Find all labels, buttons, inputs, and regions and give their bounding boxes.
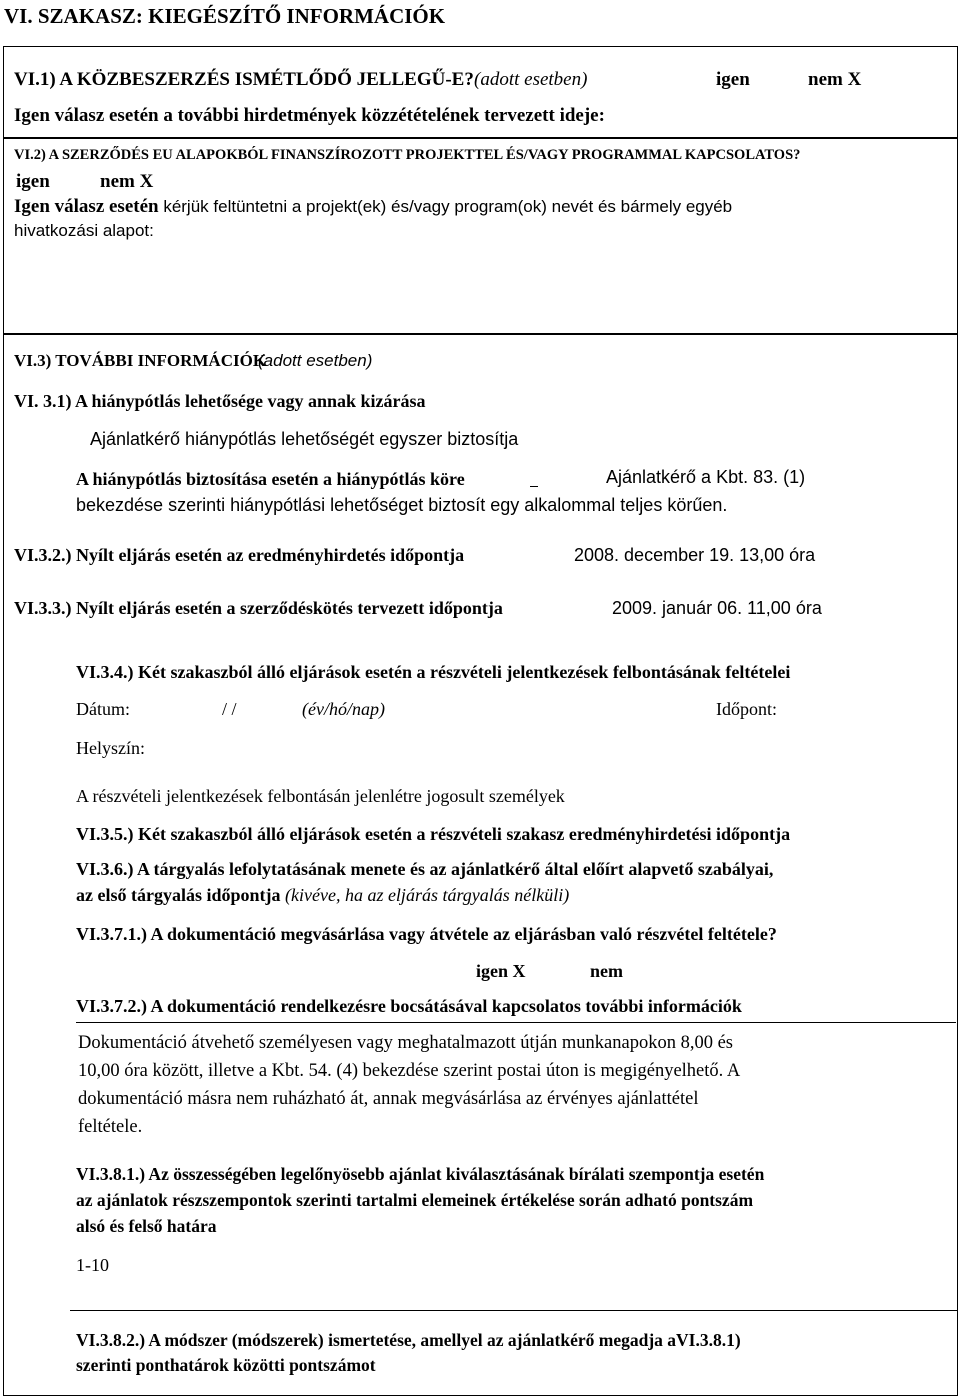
vi2-igen: igen xyxy=(16,171,50,192)
vi36-label2-bold: az első tárgyalás időpontja xyxy=(76,885,281,905)
vi372-label: VI.3.7.2.) A dokumentáció rendelkezésre bocsátásával kapcsolatos további információk xyxy=(76,996,742,1016)
vi372-text-line1: Dokumentáció átvehető személyesen vagy meghatalmazott útján munkanapokon 8,00 és xyxy=(78,1033,734,1053)
vi2-nem: nem X xyxy=(100,171,154,192)
vi2-question-rest: kérjük feltüntetni a projekt(ek) és/vagy program(ok) nevét és bármely egyéb xyxy=(158,197,733,216)
vi381-label-line1: VI.3.8.1.) Az összességében legelőnyösebb ajánlat kiválasztásának bírálati szempontja esetén xyxy=(76,1164,765,1184)
vi34-helyszin: Helyszín: xyxy=(76,738,145,758)
vi33-value: 2009. január 06. 11,00 óra xyxy=(612,598,822,618)
vi32-label: VI.3.2.) Nyílt eljárás esetén az eredményhirdetés időpontja xyxy=(14,545,465,565)
vi31-sub-label: A hiánypótlás biztosítása esetén a hiánypótlás köre xyxy=(76,469,465,489)
vi1-igen: igen xyxy=(716,69,750,90)
vi31-sub-underline xyxy=(530,486,538,487)
vi31-value: Ajánlatkérő hiánypótlás lehetőségét egyszer biztosítja xyxy=(90,429,519,449)
vi372-text-line2: 10,00 óra között, illetve a Kbt. 54. (4) bekezdése szerint postai úton is megigényelhető. A xyxy=(78,1061,741,1081)
vi36-label-line1: VI.3.6.) A tárgyalás lefolytatásának menete és az ajánlatkérő által előírt alapvető szabályai, xyxy=(76,859,774,879)
vi38-divider xyxy=(70,1310,958,1311)
vi34-persons: A részvételi jelentkezések felbontásán jelenlétre jogosult személyek xyxy=(76,786,565,806)
vi34-format: (év/hó/nap) xyxy=(302,699,385,719)
vi32-value: 2008. december 19. 13,00 óra xyxy=(574,545,816,565)
vi1-label: VI.1) A KÖZBESZERZÉS ISMÉTLŐDŐ JELLEGŰ-E? xyxy=(14,69,474,90)
vi381-label-line3: alsó és felső határa xyxy=(76,1216,217,1236)
vi35-label: VI.3.5.) Két szakaszból álló eljárások esetén a részvételi szakasz eredményhirdetési időpontja xyxy=(76,824,791,844)
vi371-label: VI.3.7.1.) A dokumentáció megvásárlása vagy átvétele az eljárásban való részvétel feltétele? xyxy=(76,924,777,944)
vi371-igen: igen X xyxy=(476,961,526,981)
vi2-question-line2: hivatkozási alapot: xyxy=(14,221,154,240)
vi33-label: VI.3.3.) Nyílt eljárás esetén a szerződéskötés tervezett időpontja xyxy=(14,598,503,618)
vi34-label: VI.3.4.) Két szakaszból álló eljárások esetén a részvételi jelentkezések felbontásának feltételei xyxy=(76,662,791,682)
vi2-question-bold: Igen válasz esetén xyxy=(14,196,159,217)
vi381-label-line2: az ajánlatok részszempontok szerinti tartalmi elemeinek értékelése során adható pontszám xyxy=(76,1190,754,1210)
vi372-text-line4: feltétele. xyxy=(78,1117,143,1137)
vi34-datum: Dátum: xyxy=(76,699,130,719)
vi381-value: 1-10 xyxy=(76,1255,109,1275)
vi382-label-line1: VI.3.8.2.) A módszer (módszerek) ismertetése, amellyel az ajánlatkérő megadja aVI.3.8.1) xyxy=(76,1330,741,1350)
vi2-question-line1 xyxy=(14,197,732,216)
vi34-idopont: Időpont: xyxy=(716,699,777,719)
vi31-sub-value-line2: bekezdése szerinti hiánypótlási lehetőséget biztosít egy alkalommal teljes körűen. xyxy=(76,495,728,515)
vi1-nem: nem X xyxy=(808,69,862,90)
vi1-note: (adott esetben) xyxy=(474,69,588,90)
vi382-label-line2: szerinti ponthatárok közötti pontszámot xyxy=(76,1355,376,1375)
vi36-label-line2 xyxy=(76,886,569,904)
vi372-text-line3: dokumentáció másra nem ruházható át, annak megvásárlása az érvényes ajánlattétel xyxy=(78,1089,699,1109)
vi34-slashes: / / xyxy=(222,699,237,719)
section-title: VI. SZAKASZ: KIEGÉSZÍTŐ INFORMÁCIÓK xyxy=(4,4,446,28)
vi3-note: (adott esetben) xyxy=(258,351,373,370)
vi1-question: Igen válasz esetén a további hirdetmények közzétételének tervezett ideje: xyxy=(14,105,605,126)
vi3-label: VI.3) TOVÁBBI INFORMÁCIÓK xyxy=(14,351,267,370)
vi36-note: (kivéve, ha az eljárás tárgyalás nélküli) xyxy=(285,885,570,905)
vi2-label: VI.2) A SZERZŐDÉS EU ALAPOKBÓL FINANSZÍROZOTT PROJEKTTEL ÉS/VAGY PROGRAMMAL KAPCSOLATOS? xyxy=(14,147,801,163)
vi31-label: VI. 3.1) A hiánypótlás lehetősége vagy annak kizárása xyxy=(14,391,426,411)
vi31-sub-value-line1: Ajánlatkérő a Kbt. 83. (1) xyxy=(606,467,806,487)
vi371-nem: nem xyxy=(590,961,623,981)
